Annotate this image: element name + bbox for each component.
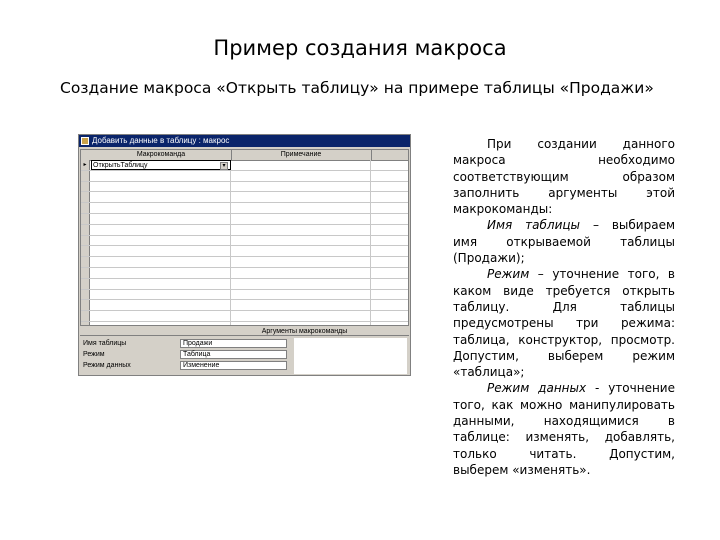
grid-rows: [81, 160, 408, 326]
table-row[interactable]: [81, 236, 408, 247]
argument-help-area: [294, 338, 407, 374]
note-cell[interactable]: [231, 160, 371, 170]
macro-action-cell[interactable]: [91, 192, 231, 202]
macro-action-value: ОткрытьТаблицу: [93, 162, 148, 169]
note-cell[interactable]: [231, 300, 371, 310]
paragraph-text: - уточнение того, как можно манипулировать данными, находящимися в таблице: изменять, добавлять, только читать. Допустим, выберем «изменять».: [453, 381, 675, 477]
row-selector[interactable]: [81, 279, 90, 289]
note-cell[interactable]: [231, 246, 371, 256]
macro-action-cell[interactable]: [91, 279, 231, 289]
chevron-down-icon[interactable]: ▾: [220, 162, 228, 170]
note-cell[interactable]: [231, 311, 371, 321]
argument-row: [80, 360, 290, 371]
note-cell[interactable]: [231, 290, 371, 300]
note-cell[interactable]: [231, 322, 371, 326]
note-cell[interactable]: [231, 182, 371, 192]
row-selector[interactable]: [81, 322, 90, 326]
macro-action-cell[interactable]: [91, 225, 231, 235]
row-selector[interactable]: [81, 214, 90, 224]
paragraph-intro: При создании данного макроса необходимо соответствующим образом заполнить аргументы этой макрокоманды:: [453, 137, 675, 217]
row-selector[interactable]: [81, 257, 90, 267]
page-subtitle: Создание макроса «Открыть таблицу» на примере таблицы «Продажи»: [60, 79, 654, 97]
table-row[interactable]: [81, 214, 408, 225]
note-cell[interactable]: [231, 225, 371, 235]
table-row[interactable]: [81, 322, 408, 326]
note-cell[interactable]: [231, 236, 371, 246]
row-selector[interactable]: [81, 225, 90, 235]
page-title: Пример создания макроса: [213, 36, 507, 60]
table-row[interactable]: [81, 171, 408, 182]
argument-label: Режим: [83, 351, 105, 358]
table-row[interactable]: [81, 160, 408, 171]
table-row[interactable]: [81, 268, 408, 279]
argument-value-field[interactable]: Продажи: [180, 339, 287, 348]
macro-action-cell[interactable]: [91, 311, 231, 321]
table-row[interactable]: [81, 182, 408, 193]
note-cell[interactable]: [231, 268, 371, 278]
paragraph-table-name: [453, 217, 675, 266]
row-selector[interactable]: [81, 311, 90, 321]
row-selector[interactable]: [81, 300, 90, 310]
term-mode: Режим: [487, 267, 530, 282]
table-row[interactable]: [81, 192, 408, 203]
macro-action-cell[interactable]: [91, 246, 231, 256]
row-selector[interactable]: ▸: [81, 160, 90, 170]
row-selector[interactable]: [81, 290, 90, 300]
macro-action-cell[interactable]: [91, 203, 231, 213]
macro-grid: [80, 149, 409, 326]
argument-row: [80, 338, 290, 349]
macro-window-screenshot: [78, 134, 411, 376]
paragraph-data-mode: [453, 380, 675, 478]
macro-icon: [81, 137, 89, 145]
table-row[interactable]: [81, 225, 408, 236]
argument-label: Режим данных: [83, 362, 131, 369]
arguments-header: Аргументы макрокоманды: [80, 327, 409, 336]
row-selector[interactable]: [81, 268, 90, 278]
macro-action-cell[interactable]: [91, 160, 231, 170]
note-cell[interactable]: [231, 279, 371, 289]
table-row[interactable]: [81, 279, 408, 290]
macro-action-cell[interactable]: [91, 322, 231, 326]
paragraph-mode: [453, 266, 675, 380]
window-title: Добавить данные в таблицу : макрос: [92, 136, 230, 145]
paragraph-text: – уточнение того, в каком виде требуется открыть таблицу. Для таблицы предусмотрены три режима: таблица, конструктор, просмотр. Допустим, выберем режим «таблица»;: [453, 267, 675, 380]
argument-value-field[interactable]: Таблица: [180, 350, 287, 359]
row-selector[interactable]: [81, 192, 90, 202]
note-cell[interactable]: [231, 203, 371, 213]
macro-action-cell[interactable]: [91, 214, 231, 224]
term-data-mode: Режим данных: [487, 381, 587, 396]
row-selector[interactable]: [81, 246, 90, 256]
macro-action-cell[interactable]: [91, 182, 231, 192]
row-selector[interactable]: [81, 203, 90, 213]
arguments-panel: [80, 338, 290, 371]
macro-action-cell[interactable]: [91, 257, 231, 267]
note-cell[interactable]: [231, 192, 371, 202]
note-cell[interactable]: [231, 257, 371, 267]
table-row[interactable]: [81, 290, 408, 301]
macro-action-cell[interactable]: [91, 171, 231, 181]
macro-action-cell[interactable]: [91, 236, 231, 246]
row-selector[interactable]: [81, 171, 90, 181]
note-cell[interactable]: [231, 214, 371, 224]
table-row[interactable]: [81, 246, 408, 257]
column-header-macro: Макрокоманда: [91, 150, 232, 160]
argument-value-field[interactable]: Изменение: [180, 361, 287, 370]
table-row[interactable]: [81, 311, 408, 322]
row-selector[interactable]: [81, 182, 90, 192]
argument-row: [80, 349, 290, 360]
column-header-note: Примечание: [231, 150, 372, 160]
table-row[interactable]: [81, 203, 408, 214]
row-selector[interactable]: [81, 236, 90, 246]
term-table-name: Имя таблицы: [487, 218, 581, 233]
macro-action-cell[interactable]: [91, 300, 231, 310]
macro-action-cell[interactable]: [91, 268, 231, 278]
argument-label: Имя таблицы: [83, 340, 127, 347]
table-row[interactable]: [81, 257, 408, 268]
paragraph-text: – выбираем имя открываемой таблицы (Продажи);: [453, 218, 676, 266]
note-cell[interactable]: [231, 171, 371, 181]
macro-action-cell[interactable]: [91, 290, 231, 300]
window-title-bar: [79, 135, 410, 147]
table-row[interactable]: [81, 300, 408, 311]
explanation-text: [453, 136, 675, 478]
